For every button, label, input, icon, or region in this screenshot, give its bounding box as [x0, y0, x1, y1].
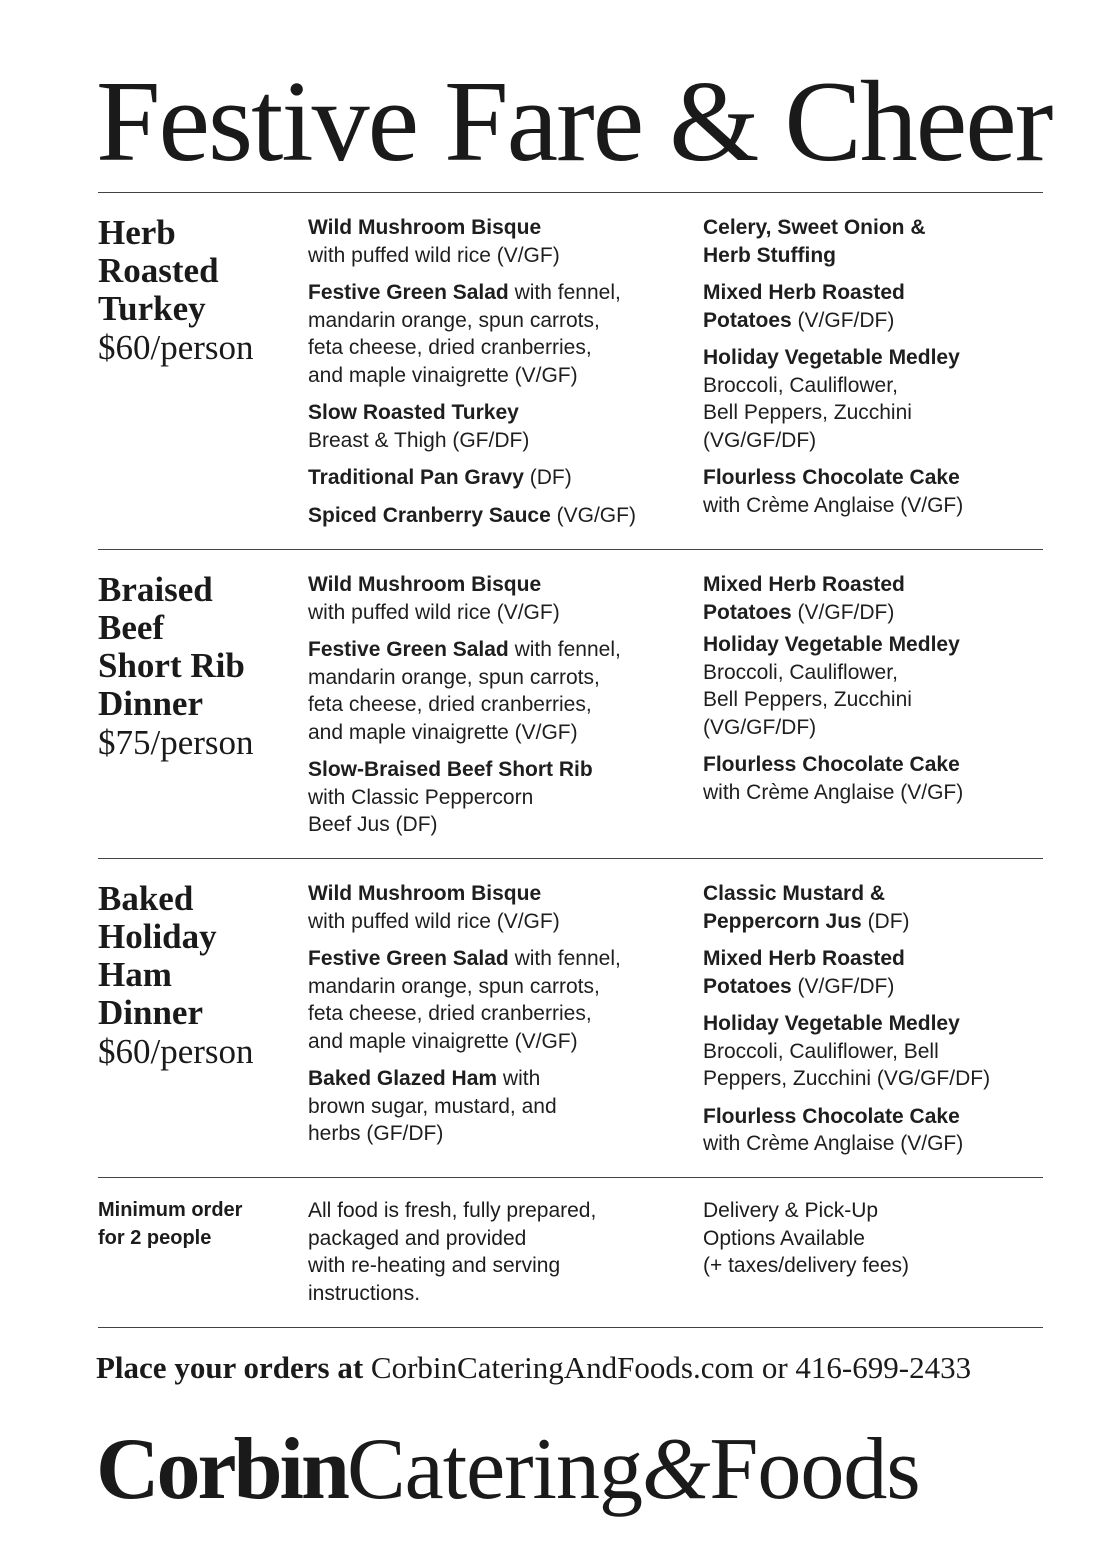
divider	[98, 549, 1043, 550]
page-title: Festive Fare & Cheer	[96, 58, 1052, 186]
order-call-to-action	[96, 1348, 971, 1388]
menu-item: Baked Glazed Ham with brown sugar, mustard, and herbs (GF/DF)	[308, 1067, 557, 1145]
brand-logo: CorbinCatering&Foods	[96, 1421, 920, 1518]
menu-column-right	[703, 571, 1048, 816]
menu-column-left	[308, 880, 688, 1158]
menu-item: Holiday Vegetable Medley Broccoli, Cauliflower, Bell Peppers, Zucchini (VG/GF/DF)	[703, 1012, 991, 1090]
cta-or: or	[761, 1350, 788, 1385]
dish-name: Herb Roasted Turkey	[98, 213, 219, 328]
menu-item: Mixed Herb Roasted Potatoes (V/GF/DF)	[703, 573, 905, 624]
menu-item: Spiced Cranberry Sauce (VG/GF)	[308, 503, 636, 527]
menu-item: Flourless Chocolate Cake with Crème Anglaise (V/GF)	[703, 753, 964, 804]
dish-name: Braised Beef Short Rib Dinner	[98, 570, 245, 723]
preparation-note: All food is fresh, fully prepared, packaged and provided with re-heating and serving instructions.	[308, 1199, 597, 1305]
menu-item: Holiday Vegetable Medley Broccoli, Cauliflower, Bell Peppers, Zucchini (VG/GF/DF)	[703, 346, 960, 452]
menu-column-right	[703, 214, 1048, 529]
menu-item: Slow-Braised Beef Short Rib with Classic Peppercorn Beef Jus (DF)	[308, 758, 593, 836]
dish-name-block	[98, 214, 298, 368]
menu-item: Flourless Chocolate Cake with Crème Anglaise (V/GF)	[703, 1104, 964, 1155]
menu-item: Festive Green Salad with fennel, mandarin orange, spun carrots, feta cheese, dried cranberries, and maple vinaigrette (V/GF)	[308, 281, 621, 387]
phone-number[interactable]: 416-699-2433	[795, 1350, 972, 1385]
dish-price: $60/person	[98, 1032, 254, 1071]
dish-price: $75/person	[98, 723, 254, 762]
menu-item: Classic Mustard & Peppercorn Jus (DF)	[703, 882, 910, 933]
cta-lead: Place your orders at	[96, 1350, 364, 1385]
menu-item: Mixed Herb Roasted Potatoes (V/GF/DF)	[703, 947, 905, 998]
menu-item: Holiday Vegetable Medley Broccoli, Cauliflower, Bell Peppers, Zucchini (VG/GF/DF)	[703, 633, 960, 739]
divider	[98, 1177, 1043, 1178]
delivery-note: Delivery & Pick-Up Options Available (+ taxes/delivery fees)	[703, 1199, 910, 1277]
divider	[98, 1327, 1043, 1328]
menu-item: Slow Roasted Turkey Breast & Thigh (GF/DF)	[308, 401, 530, 452]
menu-column-left	[308, 214, 688, 539]
dish-name: Baked Holiday Ham Dinner	[98, 879, 217, 1032]
menu-column-left	[308, 571, 688, 849]
menu-item: Celery, Sweet Onion & Herb Stuffing	[703, 216, 926, 267]
website-link[interactable]: CorbinCateringAndFoods.com	[370, 1350, 755, 1385]
menu-item: Wild Mushroom Bisque with puffed wild rice (V/GF)	[308, 573, 560, 624]
menu-item: Wild Mushroom Bisque with puffed wild rice (V/GF)	[308, 882, 560, 933]
dish-price: $60/person	[98, 328, 254, 367]
divider	[98, 858, 1043, 859]
dish-name-block	[98, 880, 298, 1072]
divider	[98, 192, 1043, 193]
dish-name-block	[98, 571, 298, 763]
menu-item: Wild Mushroom Bisque with puffed wild rice (V/GF)	[308, 216, 560, 267]
menu-item: Festive Green Salad with fennel, mandarin orange, spun carrots, feta cheese, dried cranberries, and maple vinaigrette (V/GF)	[308, 947, 621, 1053]
menu-item: Flourless Chocolate Cake with Crème Anglaise (V/GF)	[703, 466, 964, 517]
menu-column-right	[703, 880, 1048, 1168]
menu-item: Mixed Herb Roasted Potatoes (V/GF/DF)	[703, 281, 905, 332]
minimum-order-note: Minimum order for 2 people	[98, 1199, 243, 1249]
menu-item: Festive Green Salad with fennel, mandarin orange, spun carrots, feta cheese, dried cranberries, and maple vinaigrette (V/GF)	[308, 638, 621, 744]
menu-item: Traditional Pan Gravy (DF)	[308, 466, 572, 489]
